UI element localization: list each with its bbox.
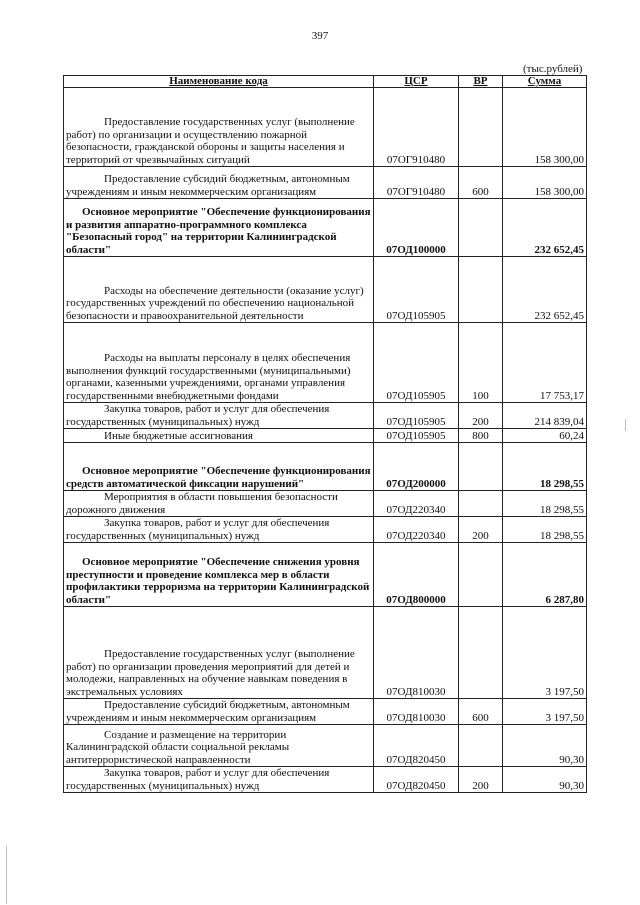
row-sum: 3 197,50 bbox=[503, 699, 587, 725]
row-sum: 6 287,80 bbox=[503, 543, 587, 607]
row-sum: 18 298,55 bbox=[503, 517, 587, 543]
row-name-cell bbox=[64, 199, 374, 257]
row-name-cell bbox=[64, 517, 374, 543]
row-code: 07ОД820450 bbox=[374, 767, 459, 793]
row-name: Основное мероприятие "Обеспечение функционирования средств автоматической фиксации нарушений" bbox=[66, 465, 371, 490]
row-vr bbox=[459, 491, 503, 517]
row-name-cell bbox=[64, 607, 374, 699]
row-sum: 18 298,55 bbox=[503, 443, 587, 491]
row-vr: 200 bbox=[459, 517, 503, 543]
row-name-cell bbox=[64, 699, 374, 725]
row-sum: 232 652,45 bbox=[503, 257, 587, 323]
row-name-cell bbox=[64, 443, 374, 491]
units-label: (тыс.рублей) bbox=[523, 63, 583, 75]
header-vr: ВР bbox=[459, 76, 503, 88]
row-code: 07ОГ910480 bbox=[374, 88, 459, 167]
row-code: 07ОД105905 bbox=[374, 403, 459, 429]
header-sum: Сумма bbox=[503, 76, 587, 88]
scan-mark bbox=[6, 846, 7, 904]
row-name: Предоставление субсидий бюджетным, автономным учреждениям и иным некоммерческим организациям bbox=[66, 699, 350, 724]
row-name: Предоставление государственных услуг (выполнение работ) по организации и осуществлению пожарной безопасности, гражданской обороны и защиты населения и территорий от чрезвычайных ситуаций bbox=[66, 116, 355, 166]
table-row bbox=[64, 725, 587, 767]
row-name: Создание и размещение на территории Калининградской области социальной рекламы антитеррористической направленности bbox=[66, 728, 290, 766]
row-code: 07ОД220340 bbox=[374, 491, 459, 517]
row-name-cell bbox=[64, 323, 374, 403]
row-code: 07ОД800000 bbox=[374, 543, 459, 607]
header-csr: ЦСР bbox=[374, 76, 459, 88]
row-name: Предоставление государственных услуг (выполнение работ) по организации проведения мероприятий для детей и молодежи, направленных на обучение навыкам поведения в экстремальных условиях bbox=[66, 648, 355, 698]
row-vr: 600 bbox=[459, 167, 503, 199]
row-name: Расходы на обеспечение деятельности (оказание услуг) государственных учреждений по обеспечению национальной безопасности и правоохранительной деятельности bbox=[66, 284, 364, 322]
row-sum: 232 652,45 bbox=[503, 199, 587, 257]
row-vr: 600 bbox=[459, 699, 503, 725]
row-sum: 60,24 bbox=[503, 429, 587, 443]
row-name: Закупка товаров, работ и услуг для обеспечения государственных (муниципальных) нужд bbox=[66, 517, 330, 542]
row-sum: 18 298,55 bbox=[503, 491, 587, 517]
row-vr: 200 bbox=[459, 767, 503, 793]
row-vr bbox=[459, 199, 503, 257]
row-sum: 90,30 bbox=[503, 767, 587, 793]
table-row bbox=[64, 543, 587, 607]
row-name-cell bbox=[64, 543, 374, 607]
row-name-cell bbox=[64, 88, 374, 167]
row-code: 07ОД100000 bbox=[374, 199, 459, 257]
table-row bbox=[64, 491, 587, 517]
row-vr: 100 bbox=[459, 323, 503, 403]
row-sum: 17 753,17 bbox=[503, 323, 587, 403]
row-sum: 3 197,50 bbox=[503, 607, 587, 699]
row-code: 07ОД220340 bbox=[374, 517, 459, 543]
table-row bbox=[64, 88, 587, 167]
table-row bbox=[64, 517, 587, 543]
table-row bbox=[64, 323, 587, 403]
header-name: Наименование кода bbox=[64, 76, 374, 88]
row-vr bbox=[459, 543, 503, 607]
row-code: 07ОД105905 bbox=[374, 323, 459, 403]
table-row bbox=[64, 167, 587, 199]
table-row bbox=[64, 767, 587, 793]
table-row bbox=[64, 199, 587, 257]
row-vr bbox=[459, 257, 503, 323]
row-name: Мероприятия в области повышения безопасности дорожного движения bbox=[66, 491, 338, 516]
table-row bbox=[64, 699, 587, 725]
row-code: 07ОД810030 bbox=[374, 699, 459, 725]
row-code: 07ОД105905 bbox=[374, 257, 459, 323]
table-row bbox=[64, 607, 587, 699]
page-number: 397 bbox=[311, 30, 329, 42]
row-vr bbox=[459, 607, 503, 699]
table-row bbox=[64, 403, 587, 429]
row-name-cell bbox=[64, 257, 374, 323]
row-vr: 800 bbox=[459, 429, 503, 443]
scan-mark bbox=[625, 419, 626, 431]
table-row bbox=[64, 443, 587, 491]
row-sum: 158 300,00 bbox=[503, 88, 587, 167]
row-name: Основное мероприятие "Обеспечение функционирования и развития аппаратно-программного комплекса "Безопасный город" на территории Калининградской области" bbox=[66, 206, 371, 256]
row-name: Закупка товаров, работ и услуг для обеспечения государственных (муниципальных) нужд bbox=[66, 403, 330, 428]
row-vr bbox=[459, 88, 503, 167]
row-sum: 90,30 bbox=[503, 725, 587, 767]
row-name: Основное мероприятие "Обеспечение снижения уровня преступности и проведение комплекса мер в области профилактики терроризма на территории Калининградской области" bbox=[66, 556, 370, 606]
row-name-cell bbox=[64, 491, 374, 517]
row-vr bbox=[459, 443, 503, 491]
row-name: Закупка товаров, работ и услуг для обеспечения государственных (муниципальных) нужд bbox=[66, 767, 330, 792]
table-row bbox=[64, 257, 587, 323]
row-sum: 158 300,00 bbox=[503, 167, 587, 199]
row-name-cell bbox=[64, 725, 374, 767]
row-sum: 214 839,04 bbox=[503, 403, 587, 429]
row-name-cell bbox=[64, 167, 374, 199]
row-name-cell bbox=[64, 767, 374, 793]
row-code: 07ОГ910480 bbox=[374, 167, 459, 199]
row-code: 07ОД820450 bbox=[374, 725, 459, 767]
row-name: Иные бюджетные ассигнования bbox=[104, 429, 253, 442]
row-vr: 200 bbox=[459, 403, 503, 429]
row-vr bbox=[459, 725, 503, 767]
row-name-cell bbox=[64, 403, 374, 429]
row-name: Расходы на выплаты персоналу в целях обеспечения выполнения функций государственными (муниципальными) органами, казенными учреждениями, органами управления государственными внебюджетными фондами bbox=[66, 352, 351, 402]
row-name: Предоставление субсидий бюджетным, автономным учреждениям и иным некоммерческим организациям bbox=[66, 173, 350, 198]
budget-table bbox=[63, 75, 587, 793]
table-row bbox=[64, 429, 587, 443]
table-header-row bbox=[64, 76, 587, 88]
row-code: 07ОД105905 bbox=[374, 429, 459, 443]
row-name-cell bbox=[64, 429, 374, 443]
row-code: 07ОД200000 bbox=[374, 443, 459, 491]
row-code: 07ОД810030 bbox=[374, 607, 459, 699]
